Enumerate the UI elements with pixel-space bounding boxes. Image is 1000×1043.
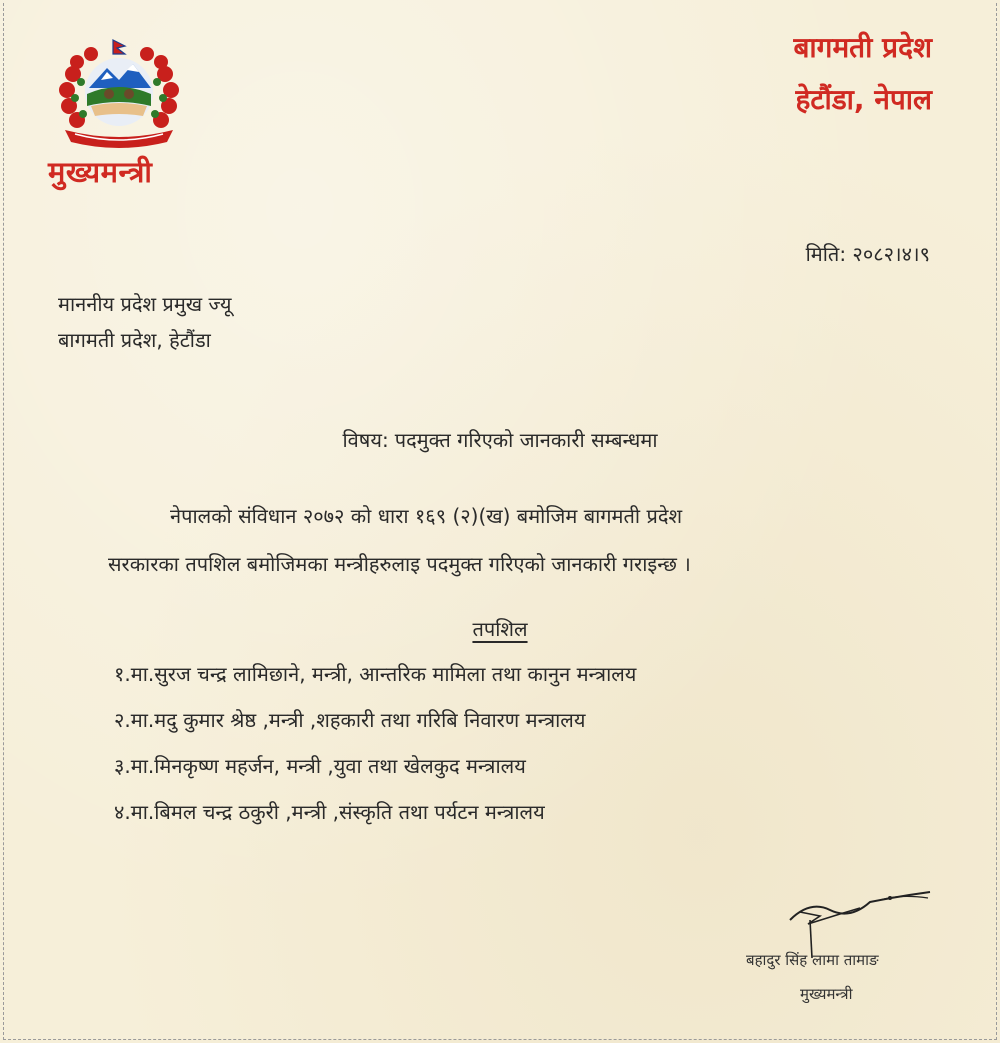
subject-label: विषय: [342,428,389,452]
recipient-line-2: बागमती प्रदेश, हेटौंडा [58,328,211,352]
list-item: ३.मा.मिनकृष्ण महर्जन, मन्त्री ,युवा तथा खेलकुद मन्त्रालय [114,754,526,778]
letterhead-organization [793,22,932,126]
body-line-2: सरकारका तपशिल बमोजिमका मन्त्रीहरुलाइ पदमुक्त गरिएको जानकारी गराइन्छ । [108,552,691,576]
handwritten-signature-icon [750,880,950,960]
subject-text: पदमुक्त गरिएको जानकारी सम्बन्धमा [394,428,658,452]
details-heading [0,615,1000,642]
list-item: २.मा.मदु कुमार श्रेष्ठ ,मन्त्री ,शहकारी तथा गरिबि निवारण मन्त्रालय [114,708,586,732]
letter-body [108,492,868,588]
province-name: बागमती प्रदेश [793,31,932,64]
letter-date: मिति: २०८२।४।९ [805,242,930,266]
details-heading-text: तपशिल [472,617,528,641]
signer-name: बहादुर सिंह लामा तामाङ [746,951,879,969]
recipient-line-1: माननीय प्रदेश प्रमुख ज्यू [58,292,232,316]
list-item: ४.मा.बिमल चन्द्र ठकुरी ,मन्त्री ,संस्कृति तथा पर्यटन मन्त्रालय [114,800,545,824]
recipient-address [58,286,232,358]
signer-title: मुख्यमन्त्री [800,985,853,1003]
list-item: १.मा.सुरज चन्द्र लामिछाने, मन्त्री, आन्तरिक मामिला तथा कानुन मन्त्रालय [114,662,637,686]
subject-line [0,426,1000,453]
nepal-coat-of-arms-icon [55,34,183,152]
office-title: मुख्यमन्त्री [48,155,153,189]
body-line-1: नेपालको संविधान २०७२ को धारा १६९ (२)(ख) बमोजिम बागमती प्रदेश [170,504,683,528]
office-location: हेटौंडा, नेपाल [795,83,932,116]
minister-list [114,654,636,838]
